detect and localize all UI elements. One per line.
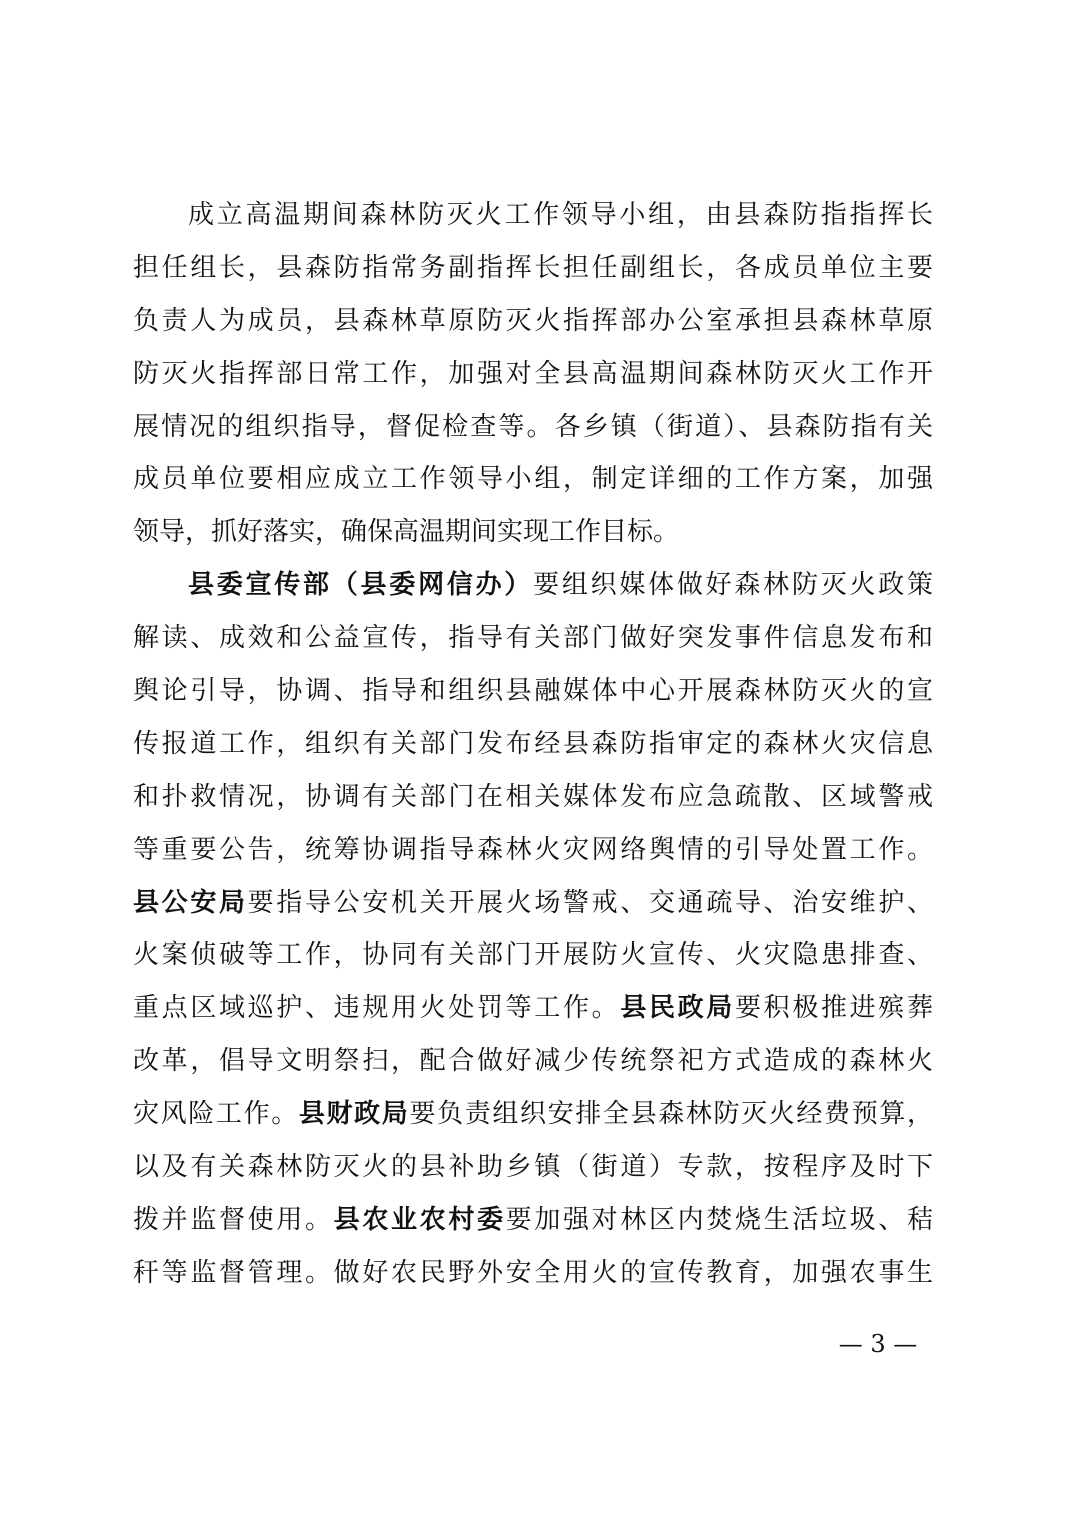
text-line	[133, 1247, 933, 1300]
text-line	[133, 559, 933, 612]
page-number: — 3 —	[838, 1330, 918, 1358]
text-line	[133, 824, 933, 877]
body-text	[133, 189, 933, 1300]
text-line	[133, 189, 933, 242]
text-line	[133, 1088, 933, 1141]
text-segment: 要指导公安机关开展火场警戒、交通疏导、治安维护、	[247, 887, 933, 918]
text-line	[133, 1194, 933, 1247]
text-segment: 灾风险工作。	[133, 1099, 299, 1130]
text-segment: 以及有关森林防灭火的县补助乡镇（街道）专款，按程序及时下	[133, 1152, 933, 1183]
text-segment: 负责人为成员，县森林草原防灭火指挥部办公室承担县森林草原	[133, 305, 933, 336]
text-line	[133, 612, 933, 665]
text-segment: 秆等监督管理。做好农民野外安全用火的宣传教育，加强农事生	[133, 1257, 933, 1288]
text-line	[133, 718, 933, 771]
text-segment: 解读、成效和公益宣传，指导有关部门做好突发事件信息发布和	[133, 623, 933, 654]
text-segment: 领导，抓好落实，确保高温期间实现工作目标。	[133, 517, 680, 548]
text-segment: 成员单位要相应成立工作领导小组，制定详细的工作方案，加强	[133, 464, 933, 495]
text-segment: 展情况的组织指导，督促检查等。各乡镇（街道）、县森防指有关	[133, 411, 933, 442]
text-line	[133, 929, 933, 982]
text-segment: 要负责组织安排全县森林防灭火经费预算，	[409, 1099, 933, 1130]
text-line	[133, 877, 933, 930]
text-line	[133, 1035, 933, 1088]
text-line	[133, 771, 933, 824]
text-segment: 和扑救情况，协调有关部门在相关媒体发布应急疏散、区域警戒	[133, 781, 933, 812]
bold-department-name: 县公安局	[133, 887, 248, 918]
text-line	[133, 453, 933, 506]
bold-department-name: 县农业农村委	[333, 1204, 506, 1235]
text-segment: 传报道工作，组织有关部门发布经县森防指审定的森林火灾信息	[133, 728, 933, 759]
text-segment: 火案侦破等工作，协同有关部门开展防火宣传、火灾隐患排查、	[133, 940, 933, 971]
text-segment: 舆论引导，协调、指导和组织县融媒体中心开展森林防灭火的宣	[133, 676, 933, 707]
text-segment: 拨并监督使用。	[133, 1204, 334, 1235]
text-line	[133, 295, 933, 348]
text-line	[133, 665, 933, 718]
text-segment: 重点区域巡护、违规用火处罚等工作。	[133, 993, 621, 1024]
text-line	[133, 1141, 933, 1194]
text-segment: 要组织媒体做好森林防灭火政策	[533, 570, 933, 601]
text-segment: 担任组长，县森防指常务副指挥长担任副组长，各成员单位主要	[133, 252, 933, 283]
text-segment: 防灭火指挥部日常工作，加强对全县高温期间森林防灭火工作开	[133, 358, 933, 389]
text-line	[133, 401, 933, 454]
text-segment: 改革，倡导文明祭扫，配合做好减少传统祭祀方式造成的森林火	[133, 1046, 933, 1077]
bold-department-name: 县民政局	[620, 993, 735, 1024]
text-segment: 要加强对林区内焚烧生活垃圾、秸	[505, 1204, 933, 1235]
text-line	[133, 242, 933, 295]
text-line	[133, 348, 933, 401]
text-line	[133, 506, 933, 559]
bold-department-name: 县财政局	[298, 1099, 410, 1130]
text-line	[133, 982, 933, 1035]
text-segment: 成立高温期间森林防灭火工作领导小组，由县森防指指挥长	[188, 200, 933, 230]
bold-department-name: 县委宣传部（县委网信办）	[188, 570, 534, 601]
text-segment: 等重要公告，统筹协调指导森林火灾网络舆情的引导处置工作。	[133, 834, 933, 865]
text-segment: 要积极推进殡葬	[734, 993, 933, 1024]
